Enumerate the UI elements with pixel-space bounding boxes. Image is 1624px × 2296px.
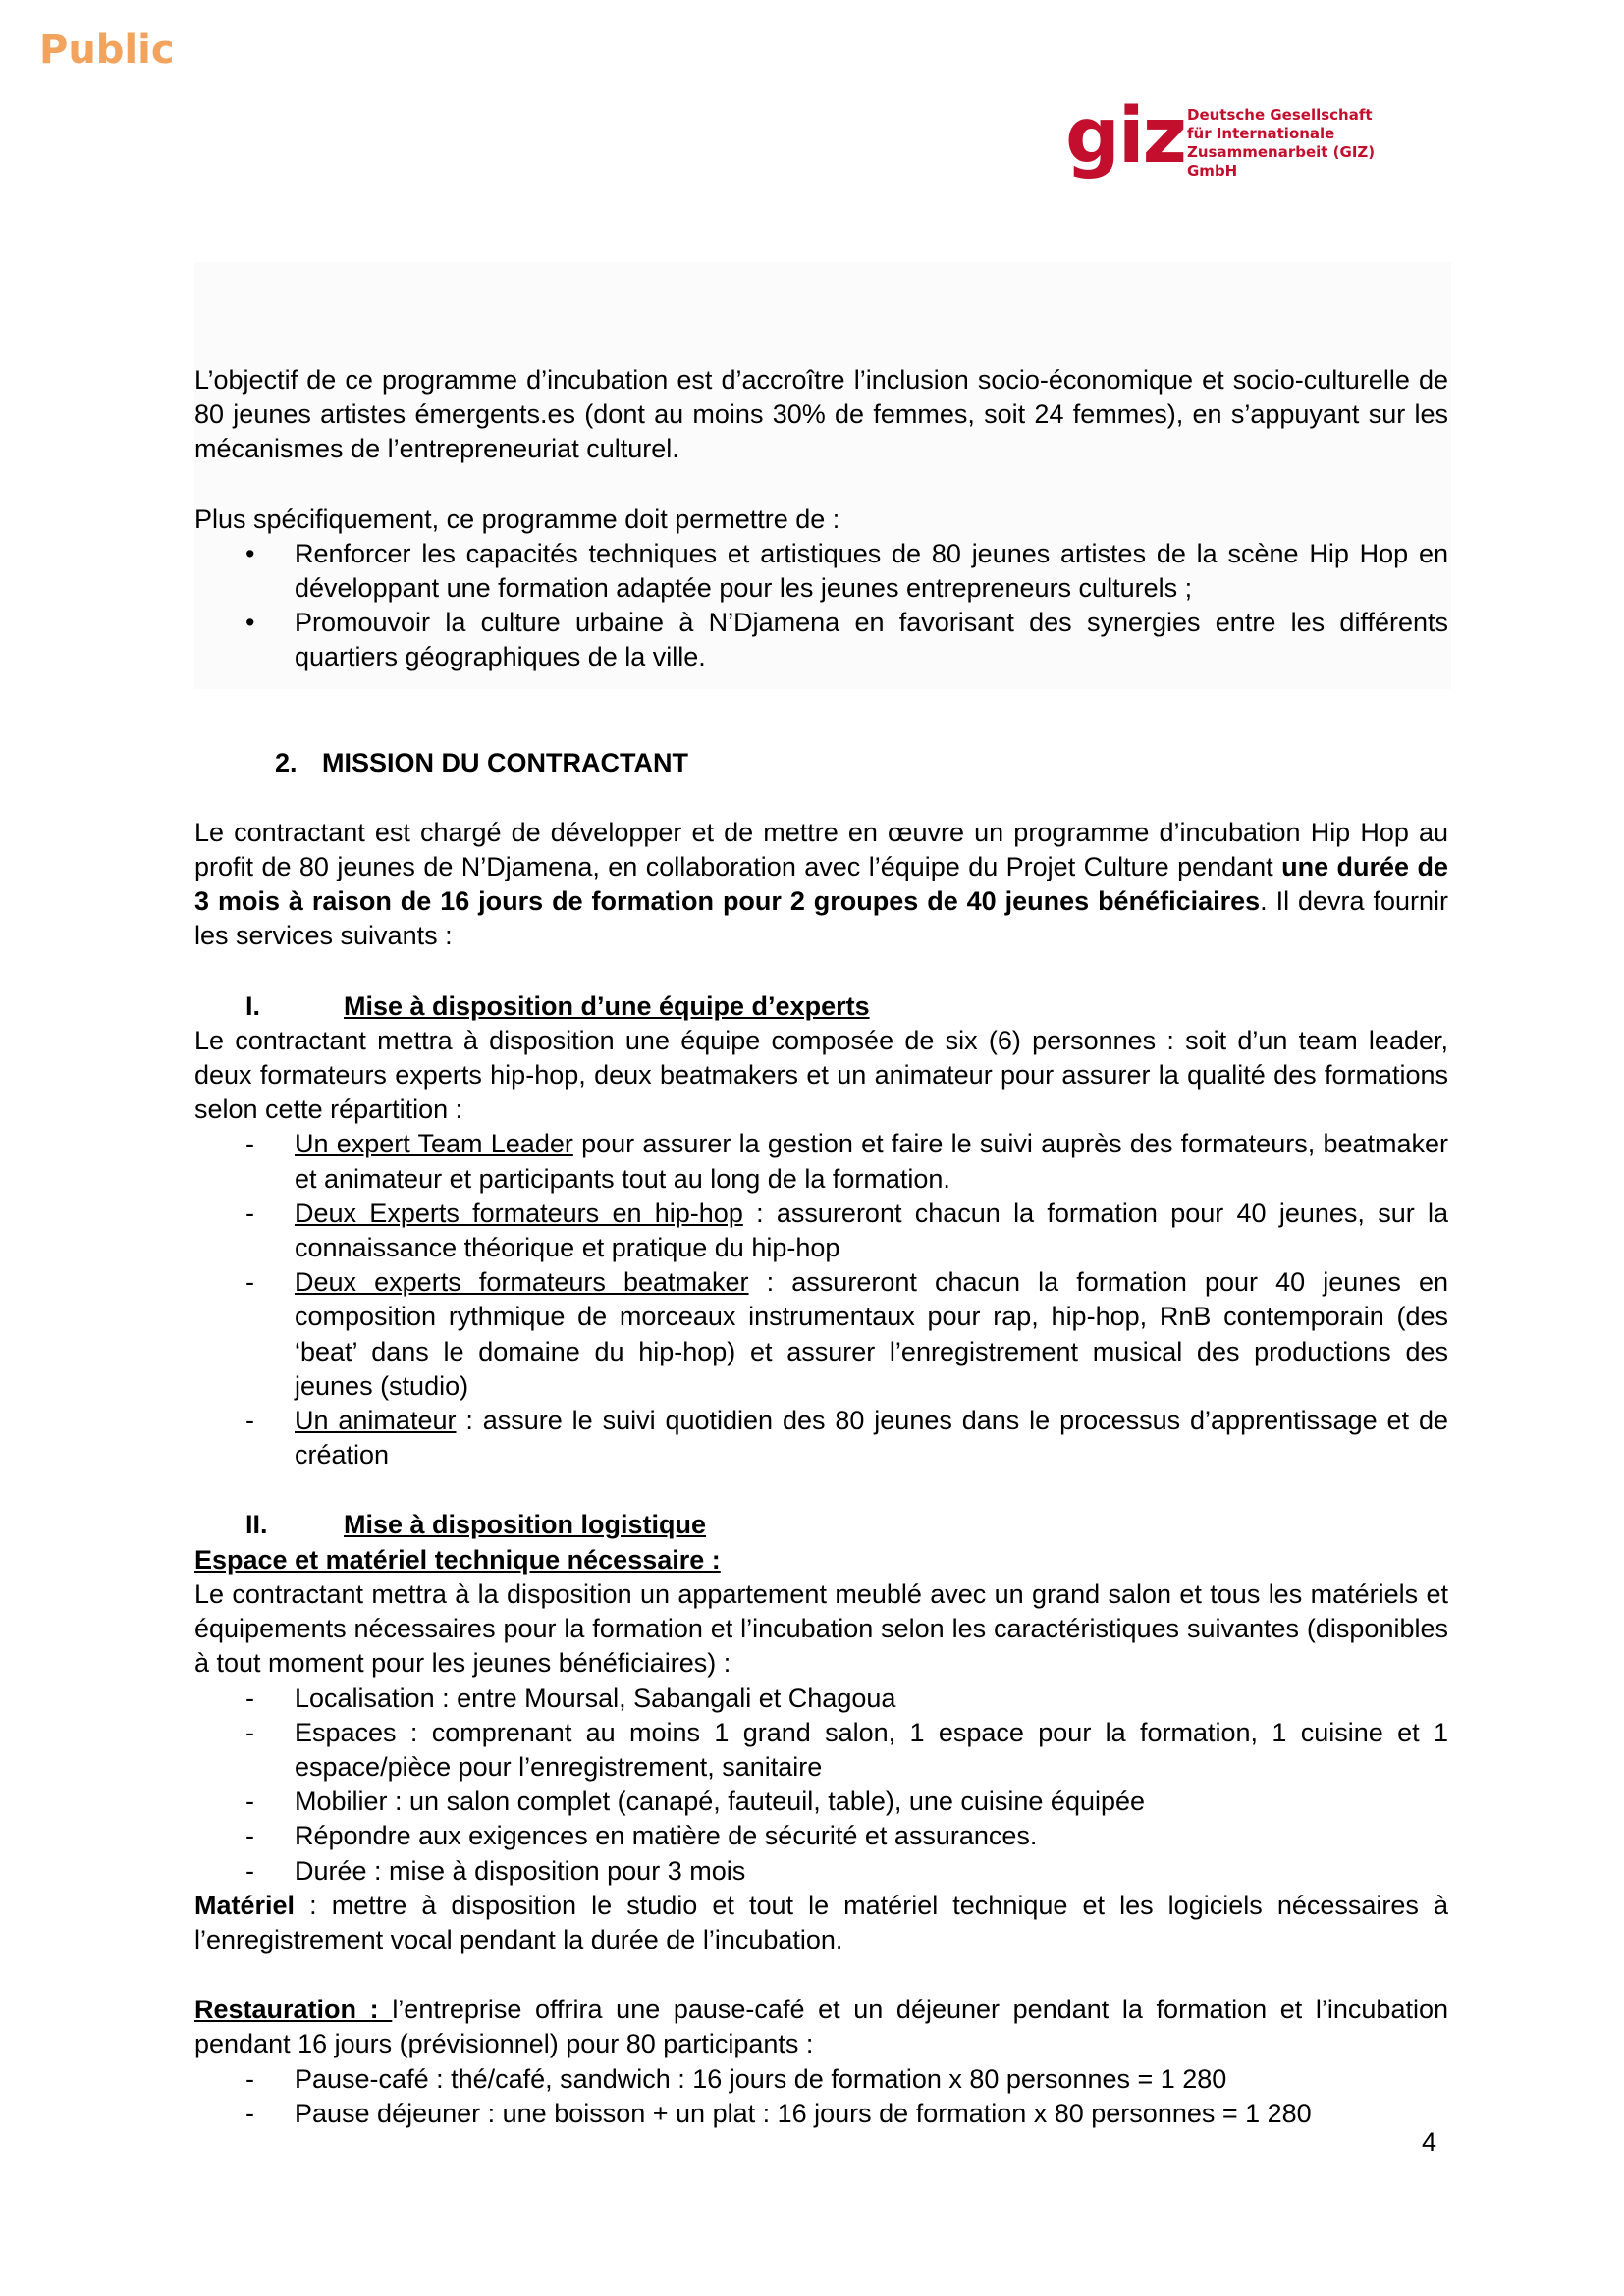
giz-logo — [1065, 92, 1419, 187]
document-body — [194, 363, 1448, 2131]
list-item: - Mobilier : un salon complet (canapé, fauteuil, table), une cuisine équipée — [245, 1787, 1146, 1817]
materiel-paragraph: Matériel : mettre à disposition le studio et tout le matériel technique et les logiciels nécessaires à l’enregistrement vocal pendant la durée de l’incubation. — [194, 1890, 1448, 1954]
objectives-list — [194, 537, 1448, 675]
list-item: - Espaces : comprenant au moins 1 grand salon, 1 espace pour la formation, 1 cuisine et 1 espace/pièce pour l’enregistrement, sanitaire — [245, 1717, 1448, 1782]
logo-org-line: für Internationale — [1187, 125, 1335, 142]
list-item: - Un animateur : assure le suivi quotidien des 80 jeunes dans le processus d’apprentissage et de création — [245, 1406, 1448, 1470]
list-item: • Promouvoir la culture urbaine à N’Djamena en favorisant des synergies entre les différents quartiers géographiques de la ville. — [245, 608, 1448, 672]
bullet-marker: • — [245, 538, 255, 568]
list-item: - Localisation : entre Moursal, Sabangali et Chagoua — [245, 1682, 896, 1713]
mission-intro: Le contractant est chargé de développer et de mettre en œuvre un programme d’incubation Hip Hop au profit de 80 jeunes de N’Djamena, en collaboration avec l’équipe du Projet Culture pendant une durée de 3 mois à raison de 16 jours de formation pour 2 groupes de 40 jeunes bénéficiaires. Il devra fournir les services suivants : — [194, 817, 1448, 951]
subsection-heading-experts: I. Mise à disposition d’une équipe d’experts — [245, 990, 870, 1021]
list-item: - Pause-café : thé/café, sandwich : 16 jours de formation x 80 personnes = 1 280 — [245, 2063, 1227, 2094]
section-heading: 2. MISSION DU CONTRACTANT — [275, 747, 688, 777]
list-item: - Répondre aux exigences en matière de sécurité et assurances. — [245, 1821, 1038, 1851]
page-number: 4 — [1422, 2127, 1437, 2157]
experts-list — [194, 1127, 1448, 1472]
classification-label: Public — [39, 27, 175, 73]
logo-org-line: Deutsche Gesellschaft — [1187, 106, 1373, 124]
restauration-paragraph: Restauration : l’entreprise offrira une pause-café et un déjeuner pendant la formation et l’incubation pendant 16 jours (prévisionnel) pour 80 participants : — [194, 1995, 1448, 2059]
list-item: - Deux Experts formateurs en hip-hop : assureront chacun la formation pour 40 jeunes, sur la connaissance théorique et pratique du hip-hop — [245, 1198, 1449, 1263]
logistics-subtitle: Espace et matériel technique nécessaire : — [194, 1544, 721, 1575]
objective-paragraph: L’objectif de ce programme d’incubation est d’accroître l’inclusion socio-économique et socio-culturelle de 80 jeunes artistes émergents.es (dont au moins 30% de femmes, soit 24 femmes), en s’appuyant sur les mécanismes de l’entrepreneuriat culturel. — [194, 365, 1448, 464]
list-item: - Pause déjeuner : une boisson + un plat : 16 jours de formation x 80 personnes = 1 280 — [245, 2098, 1312, 2128]
restauration-list — [194, 2062, 1448, 2131]
bullet-marker: • — [245, 608, 255, 638]
logo-org-name — [1187, 106, 1419, 181]
specific-lead: Plus spécifiquement, ce programme doit permettre de : — [194, 504, 840, 534]
list-item: - Durée : mise à disposition pour 3 mois — [245, 1855, 746, 1886]
experts-paragraph: Le contractant mettra à disposition une équipe composée de six (6) personnes : soit d’un team leader, deux formateurs experts hip-hop, deux beatmakers et un animateur pour assurer la qualité des formations selon cette répartition : — [194, 1025, 1448, 1125]
list-item: • Renforcer les capacités techniques et artistiques de 80 jeunes artistes de la scène Hip Hop en développant une formation adaptée pour les jeunes entrepreneurs culturels ; — [245, 538, 1448, 604]
logistics-list — [194, 1682, 1448, 1889]
logo-wordmark: giz — [1065, 92, 1185, 181]
subsection-heading-logistics: II. Mise à disposition logistique — [245, 1510, 707, 1540]
list-item: - Deux experts formateurs beatmaker : assureront chacun la formation pour 40 jeunes en composition rythmique de morceaux instrumentaux pour rap, hip-hop, RnB contemporain (des ‘beat’ dans le domaine du hip-hop) et assurer l’enregistrement musical des productions des jeunes (studio) — [245, 1267, 1448, 1401]
logo-org-line: Zusammenarbeit (GIZ) GmbH — [1187, 143, 1376, 180]
list-item: - Un expert Team Leader pour assurer la gestion et faire le suivi auprès des formateurs, beatmaker et animateur et participants tout au long de la formation. — [245, 1129, 1449, 1194]
logistics-paragraph: Le contractant mettra à la disposition un appartement meublé avec un grand salon et tous les matériels et équipements nécessaires pour la formation et l’incubation selon les caractéristiques suivantes (disponibles à tout moment pour les jeunes bénéficiaires) : — [194, 1578, 1448, 1679]
